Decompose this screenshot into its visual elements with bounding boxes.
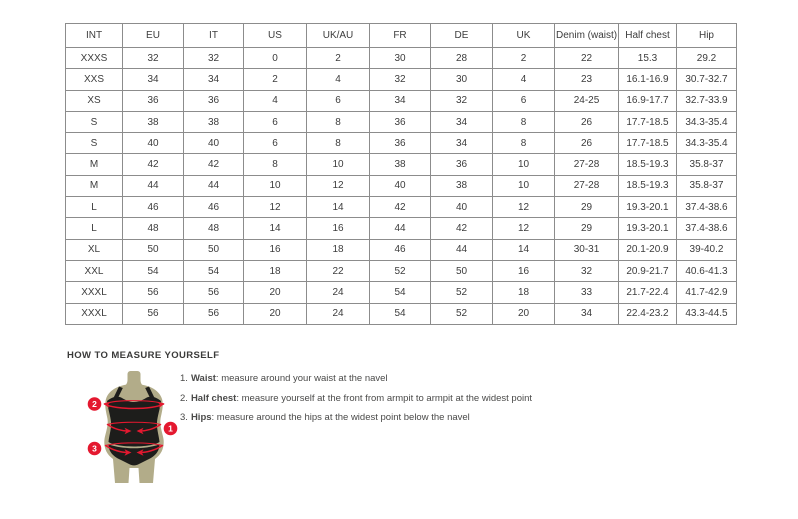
size-chart-table (65, 23, 737, 325)
table-cell: 56 (123, 303, 184, 324)
half-chest-marker-number: 2 (92, 399, 97, 409)
table-cell: 42 (431, 218, 493, 239)
table-cell: 29.2 (677, 48, 737, 69)
table-cell: 40 (431, 197, 493, 218)
table-cell: 6 (307, 90, 370, 111)
size-label-cell: L (66, 218, 123, 239)
table-cell: 8 (244, 154, 307, 175)
table-cell: 8 (307, 111, 370, 132)
table-cell: 18.5-19.3 (619, 154, 677, 175)
measurement-figure (84, 371, 184, 489)
waist-marker-number: 1 (168, 423, 173, 434)
table-cell: 34 (555, 303, 619, 324)
size-table-body (66, 48, 737, 325)
table-cell: 34 (370, 90, 431, 111)
table-cell: 32 (184, 48, 244, 69)
table-cell: 22.4-23.2 (619, 303, 677, 324)
table-cell: 29 (555, 218, 619, 239)
table-cell: 24-25 (555, 90, 619, 111)
table-cell: 30 (370, 48, 431, 69)
measure-step-waist (180, 369, 532, 389)
table-cell: 8 (493, 133, 555, 154)
column-header: UK/AU (307, 24, 370, 48)
table-cell: 33 (555, 282, 619, 303)
table-cell: 12 (244, 197, 307, 218)
table-cell: 16 (493, 260, 555, 281)
table-cell: 35.8-37 (677, 175, 737, 196)
size-label-cell: XL (66, 239, 123, 260)
table-cell: 42 (184, 154, 244, 175)
column-header: Hip (677, 24, 737, 48)
table-cell: 50 (123, 239, 184, 260)
table-cell: 27-28 (555, 175, 619, 196)
table-cell: 34.3-35.4 (677, 133, 737, 154)
column-header: Half chest (619, 24, 677, 48)
table-cell: 36 (431, 154, 493, 175)
table-header-row (66, 24, 737, 48)
column-header: INT (66, 24, 123, 48)
size-label-cell: S (66, 133, 123, 154)
table-cell: 20.9-21.7 (619, 260, 677, 281)
table-cell: 40 (123, 133, 184, 154)
step-number: 1. (180, 373, 188, 384)
size-label-cell: XXL (66, 260, 123, 281)
table-cell: 38 (431, 175, 493, 196)
table-cell: 38 (184, 111, 244, 132)
size-label-cell: S (66, 111, 123, 132)
table-cell: 42 (123, 154, 184, 175)
table-row (66, 218, 737, 239)
table-cell: 38 (123, 111, 184, 132)
table-cell: 36 (123, 90, 184, 111)
table-cell: 24 (307, 303, 370, 324)
table-row (66, 154, 737, 175)
table-cell: 16 (244, 239, 307, 260)
step-text: : measure yourself at the front from armpit to armpit at the widest point (236, 392, 533, 404)
size-label-cell: XS (66, 90, 123, 111)
table-cell: 6 (493, 90, 555, 111)
table-cell: 41.7-42.9 (677, 282, 737, 303)
table-cell: 54 (370, 282, 431, 303)
table-cell: 26 (555, 111, 619, 132)
table-cell: 2 (244, 69, 307, 90)
step-text: : measure around the hips at the widest point below the navel (211, 412, 470, 423)
table-row (66, 197, 737, 218)
step-text: : measure around your waist at the navel (215, 373, 388, 384)
table-cell: 12 (493, 218, 555, 239)
table-cell: 14 (493, 239, 555, 260)
table-cell: 18 (244, 260, 307, 281)
table-cell: 18 (493, 282, 555, 303)
mannequin-neck-flare (121, 380, 148, 388)
table-cell: 19.3-20.1 (619, 218, 677, 239)
table-row (66, 69, 737, 90)
table-cell: 16.1-16.9 (619, 69, 677, 90)
table-cell: 44 (370, 218, 431, 239)
table-cell: 34 (184, 69, 244, 90)
size-label-cell: XXXS (66, 48, 123, 69)
table-cell: 14 (244, 218, 307, 239)
column-header: IT (184, 24, 244, 48)
table-cell: 32.7-33.9 (677, 90, 737, 111)
table-cell: 22 (307, 260, 370, 281)
table-cell: 10 (307, 154, 370, 175)
size-label-cell: XXXL (66, 282, 123, 303)
table-cell: 36 (370, 111, 431, 132)
table-cell: 23 (555, 69, 619, 90)
table-cell: 30.7-32.7 (677, 69, 737, 90)
table-row (66, 282, 737, 303)
table-cell: 32 (123, 48, 184, 69)
table-cell: 36 (184, 90, 244, 111)
column-header: UK (493, 24, 555, 48)
table-cell: 46 (370, 239, 431, 260)
table-cell: 21.7-22.4 (619, 282, 677, 303)
table-cell: 32 (431, 90, 493, 111)
table-cell: 30-31 (555, 239, 619, 260)
table-cell: 34 (431, 111, 493, 132)
table-cell: 50 (184, 239, 244, 260)
table-cell: 14 (307, 197, 370, 218)
measure-steps (180, 369, 532, 428)
table-cell: 36 (370, 133, 431, 154)
table-cell: 44 (431, 239, 493, 260)
size-label-cell: M (66, 154, 123, 175)
table-row (66, 48, 737, 69)
table-cell: 44 (123, 175, 184, 196)
table-cell: 29 (555, 197, 619, 218)
table-cell: 56 (184, 303, 244, 324)
table-cell: 44 (184, 175, 244, 196)
table-cell: 20 (493, 303, 555, 324)
table-row (66, 133, 737, 154)
table-cell: 17.7-18.5 (619, 133, 677, 154)
step-label: Waist (190, 373, 216, 384)
table-cell: 34 (123, 69, 184, 90)
step-label: Half chest (190, 392, 237, 404)
table-cell: 34.3-35.4 (677, 111, 737, 132)
measure-step-hips (180, 408, 532, 428)
table-cell: 12 (307, 175, 370, 196)
table-cell: 10 (244, 175, 307, 196)
table-cell: 2 (493, 48, 555, 69)
table-cell: 28 (431, 48, 493, 69)
table-cell: 20 (244, 303, 307, 324)
table-cell: 18.5-19.3 (619, 175, 677, 196)
table-cell: 24 (307, 282, 370, 303)
step-number: 3. (180, 412, 188, 423)
table-cell: 42 (370, 197, 431, 218)
table-cell: 46 (184, 197, 244, 218)
measure-heading: HOW TO MEASURE YOURSELF (67, 350, 220, 361)
table-cell: 27-28 (555, 154, 619, 175)
table-cell: 16 (307, 218, 370, 239)
table-row (66, 303, 737, 324)
table-cell: 15.3 (619, 48, 677, 69)
table-cell: 4 (307, 69, 370, 90)
table-cell: 56 (123, 282, 184, 303)
table-cell: 43.3-44.5 (677, 303, 737, 324)
table-cell: 54 (184, 260, 244, 281)
table-cell: 10 (493, 175, 555, 196)
table-cell: 38 (370, 154, 431, 175)
hips-marker-number: 3 (92, 443, 97, 454)
table-cell: 35.8-37 (677, 154, 737, 175)
table-cell: 46 (123, 197, 184, 218)
table-cell: 48 (184, 218, 244, 239)
table-cell: 32 (370, 69, 431, 90)
table-cell: 22 (555, 48, 619, 69)
step-number: 2. (180, 392, 188, 404)
table-cell: 26 (555, 133, 619, 154)
table-cell: 16.9-17.7 (619, 90, 677, 111)
size-label-cell: XXXL (66, 303, 123, 324)
table-cell: 40 (370, 175, 431, 196)
camisole (107, 397, 161, 447)
table-cell: 37.4-38.6 (677, 218, 737, 239)
table-cell: 18 (307, 239, 370, 260)
table-cell: 30 (431, 69, 493, 90)
table-cell: 10 (493, 154, 555, 175)
table-cell: 32 (555, 260, 619, 281)
column-header: DE (431, 24, 493, 48)
step-label: Hips (190, 412, 212, 423)
table-row (66, 239, 737, 260)
measure-step-half-chest (180, 389, 532, 409)
table-cell: 20 (244, 282, 307, 303)
table-cell: 39-40.2 (677, 239, 737, 260)
table-cell: 48 (123, 218, 184, 239)
table-cell: 2 (307, 48, 370, 69)
table-cell: 0 (244, 48, 307, 69)
table-cell: 40 (184, 133, 244, 154)
table-cell: 54 (123, 260, 184, 281)
table-cell: 6 (244, 133, 307, 154)
table-cell: 6 (244, 111, 307, 132)
table-row (66, 260, 737, 281)
size-label-cell: L (66, 197, 123, 218)
column-header: Denim (waist) (555, 24, 619, 48)
table-cell: 4 (244, 90, 307, 111)
table-cell: 8 (307, 133, 370, 154)
table-cell: 19.3-20.1 (619, 197, 677, 218)
table-row (66, 111, 737, 132)
table-cell: 4 (493, 69, 555, 90)
table-cell: 40.6-41.3 (677, 260, 737, 281)
table-cell: 37.4-38.6 (677, 197, 737, 218)
size-label-cell: M (66, 175, 123, 196)
table-cell: 12 (493, 197, 555, 218)
column-header: US (244, 24, 307, 48)
table-row (66, 175, 737, 196)
table-cell: 17.7-18.5 (619, 111, 677, 132)
table-row (66, 90, 737, 111)
column-header: EU (123, 24, 184, 48)
table-cell: 52 (431, 303, 493, 324)
mannequin-illustration (84, 371, 184, 489)
table-cell: 56 (184, 282, 244, 303)
column-header: FR (370, 24, 431, 48)
table-cell: 8 (493, 111, 555, 132)
table-cell: 50 (431, 260, 493, 281)
size-label-cell: XXS (66, 69, 123, 90)
table-cell: 34 (431, 133, 493, 154)
table-cell: 20.1-20.9 (619, 239, 677, 260)
table-cell: 52 (370, 260, 431, 281)
table-cell: 52 (431, 282, 493, 303)
table-cell: 54 (370, 303, 431, 324)
